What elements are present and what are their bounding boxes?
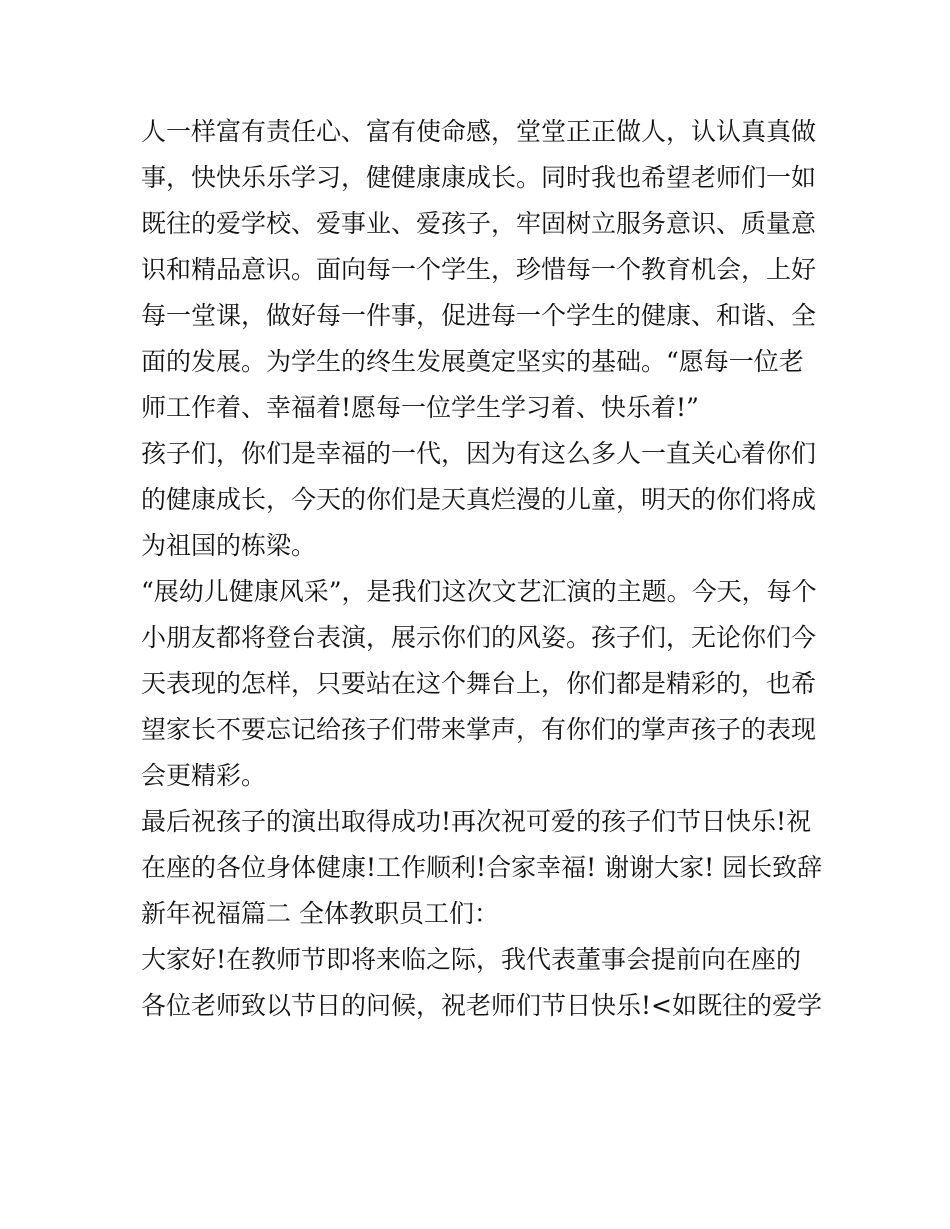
document-body-text <box>141 109 821 1029</box>
text-line: 为祖国的栋梁。 <box>141 531 317 560</box>
text-line: 面的发展。为学生的终生发展奠定坚实的基础。“愿每一位老 <box>141 347 804 376</box>
text-line: 在座的各位身体健康!工作顺利!合家幸福! 谢谢大家! 园长致辞 <box>141 853 823 882</box>
text-line: 孩子们，你们是幸福的一代，因为有这么多人一直关心着你们 <box>141 439 817 468</box>
text-line: 的健康成长，今天的你们是天真烂漫的儿童，明天的你们将成 <box>141 485 817 514</box>
text-line: 事，快快乐乐学习，健健康康成长。同时我也希望老师们一如 <box>141 163 817 192</box>
text-line: 识和精品意识。面向每一个学生，珍惜每一个教育机会，上好 <box>141 255 817 284</box>
text-line: 天表现的怎样，只要站在这个舞台上，你们都是精彩的，也希 <box>141 669 817 698</box>
text-line: 小朋友都将登台表演，展示你们的风姿。孩子们，无论你们今 <box>141 623 817 652</box>
text-line: 大家好!在教师节即将来临之际，我代表董事会提前向在座的 <box>141 945 802 974</box>
text-line: “展幼儿健康风采”，是我们这次文艺汇演的主题。今天，每个 <box>141 577 817 606</box>
text-line: 各位老师致以节日的问候，祝老师们节日快乐!<如既往的爱学 <box>141 991 822 1020</box>
text-line: 望家长不要忘记给孩子们带来掌声，有你们的掌声孩子的表现 <box>141 715 817 744</box>
text-line: 会更精彩。 <box>141 761 267 790</box>
text-line: 既往的爱学校、爱事业、爱孩子，牢固树立服务意识、质量意 <box>141 209 817 238</box>
text-line: 人一样富有责任心、富有使命感，堂堂正正做人，认认真真做 <box>141 117 817 146</box>
text-line: 每一堂课，做好每一件事，促进每一个学生的健康、和谐、全 <box>141 301 817 330</box>
text-line: 师工作着、幸福着!愿每一位学生学习着、快乐着!” <box>141 393 699 422</box>
text-line: 最后祝孩子的演出取得成功!再次祝可爱的孩子们节日快乐!祝 <box>141 807 812 836</box>
text-line: 新年祝福篇二 全体教职员工们： <box>141 899 499 928</box>
